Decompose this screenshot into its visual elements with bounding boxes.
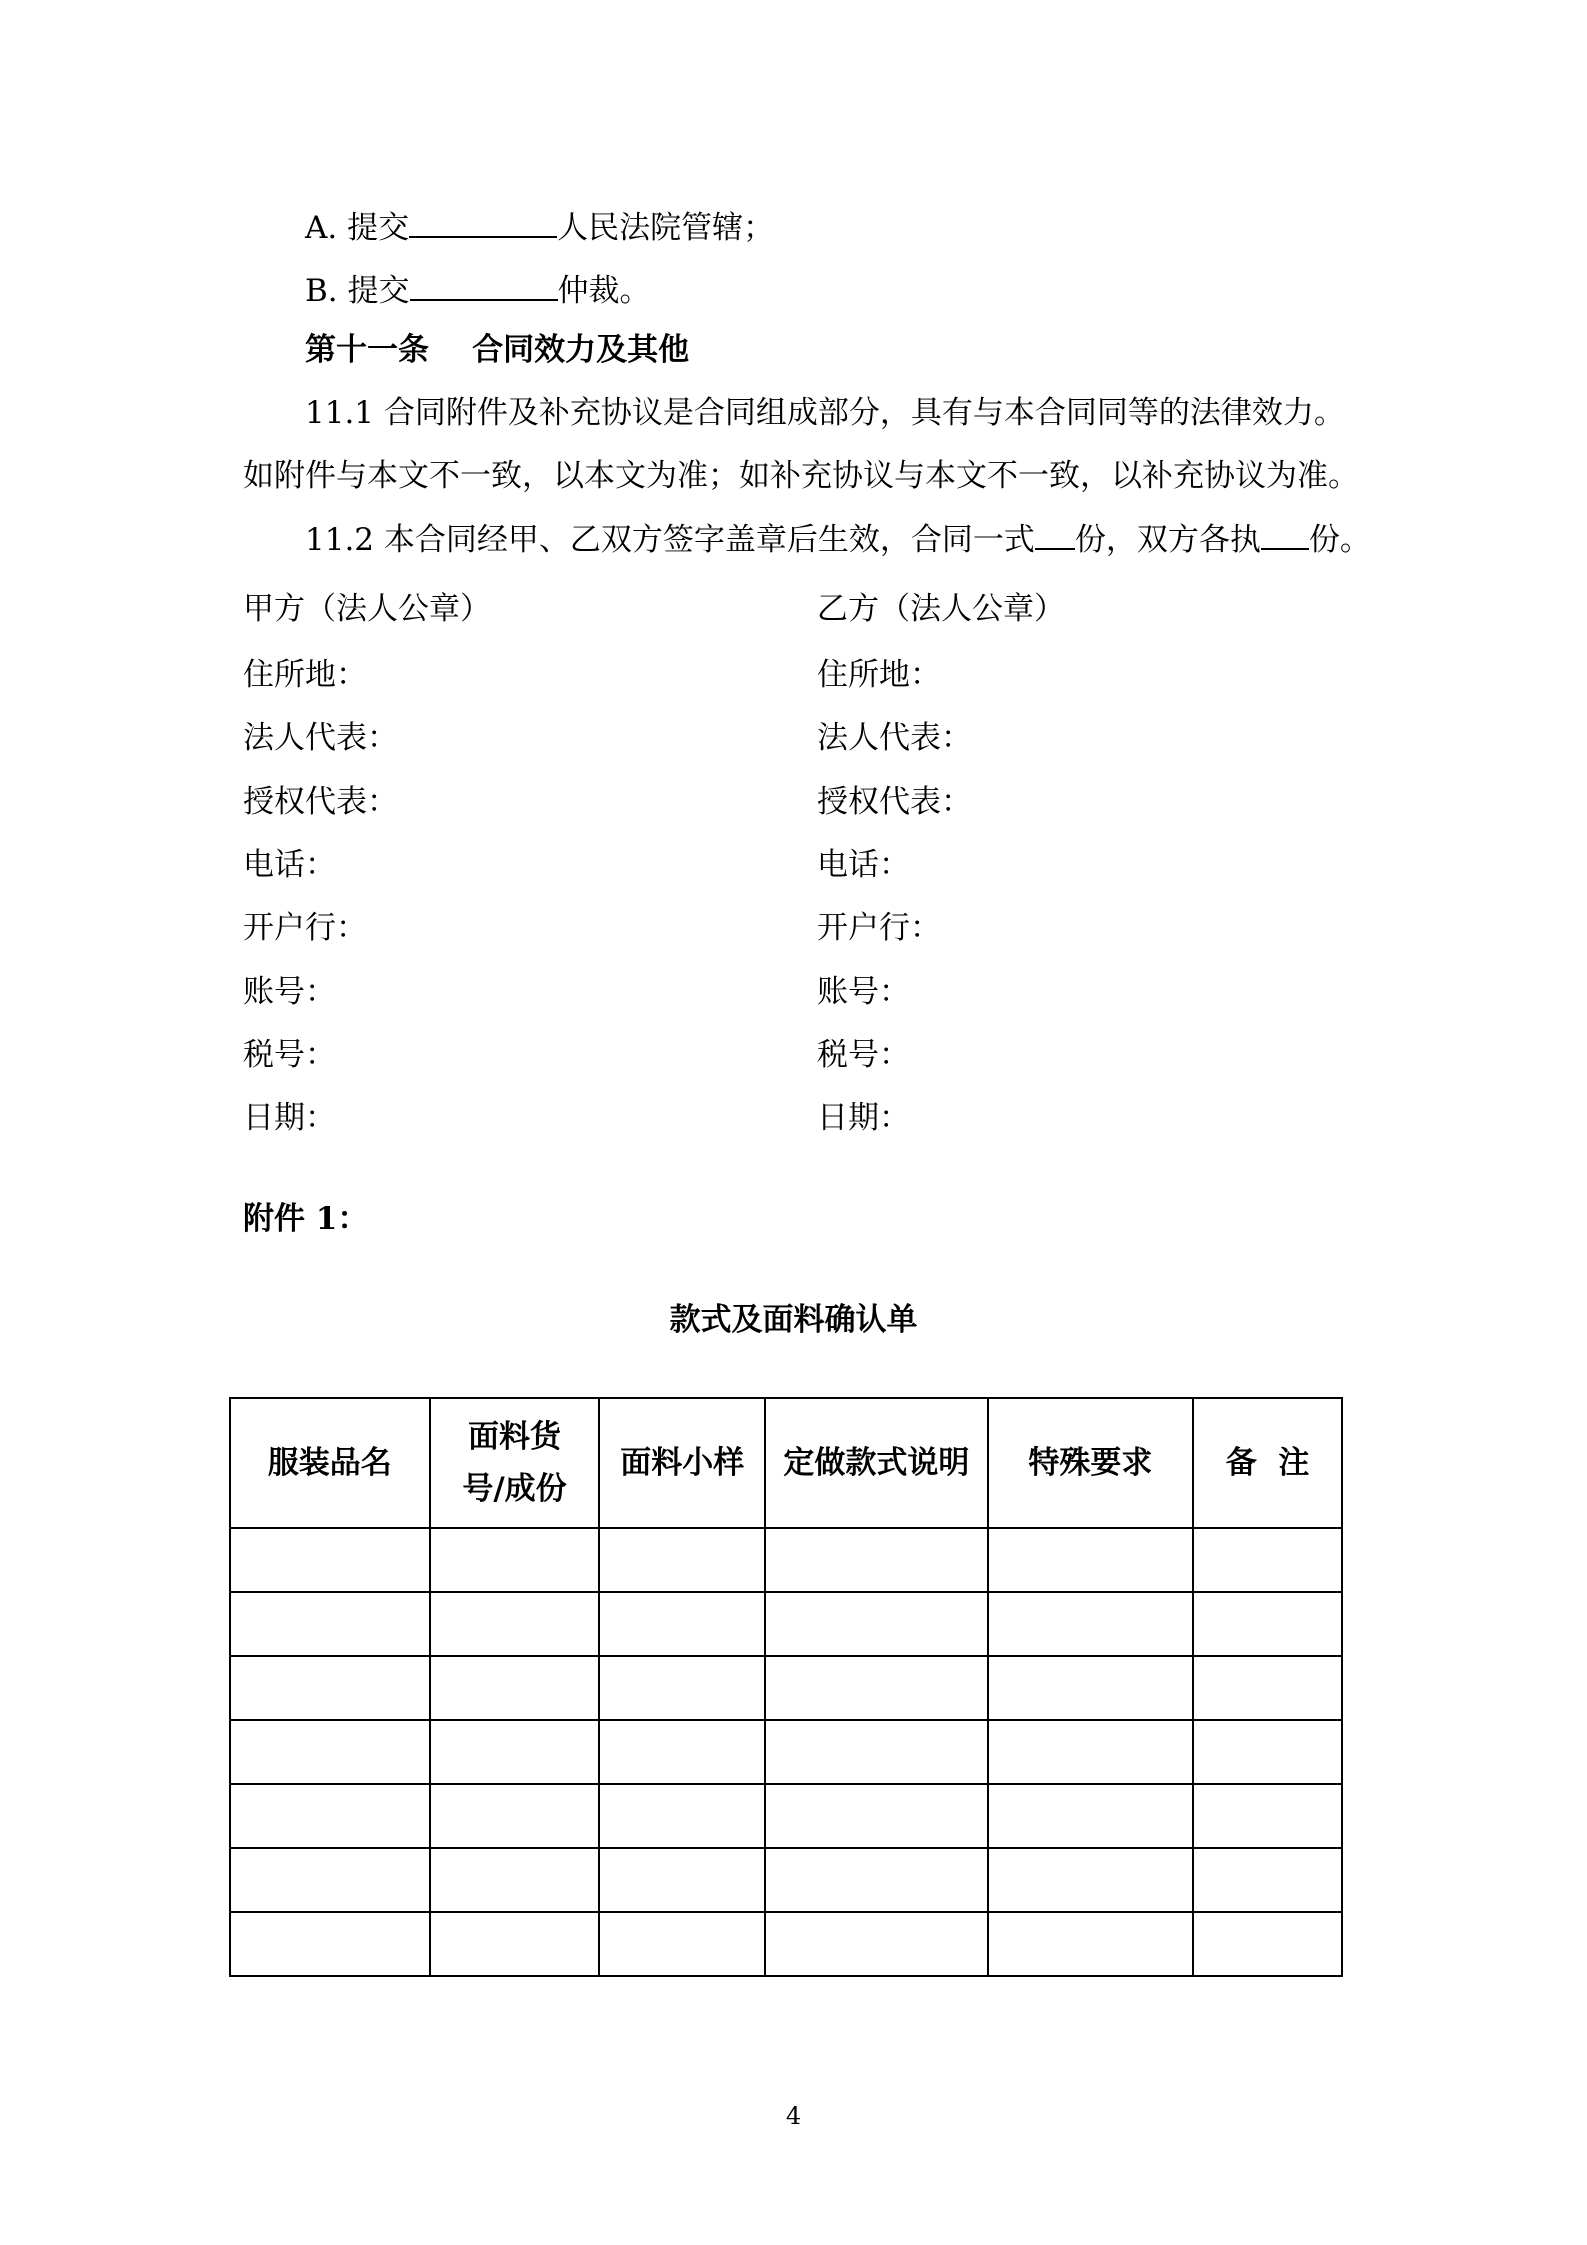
table-cell[interactable] bbox=[230, 1784, 430, 1848]
table-row bbox=[230, 1848, 1342, 1912]
party-a-title: 甲方（法人公章） bbox=[243, 591, 491, 627]
table-cell[interactable] bbox=[230, 1848, 430, 1912]
table-cell[interactable] bbox=[988, 1848, 1194, 1912]
table-cell[interactable] bbox=[765, 1848, 988, 1912]
table-cell[interactable] bbox=[430, 1784, 600, 1848]
clause-a-prefix: A. 提交 bbox=[305, 210, 410, 246]
paragraph-11-2-part2: 份，双方各执 bbox=[1074, 522, 1261, 558]
article-title: 第十一条 合同效力及其他 bbox=[305, 332, 690, 368]
blank-court bbox=[409, 206, 557, 238]
table-cell[interactable] bbox=[430, 1592, 600, 1656]
table-row bbox=[230, 1912, 1342, 1976]
header-garment-name: 服装品名 bbox=[230, 1398, 430, 1528]
table-title: 款式及面料确认单 bbox=[669, 1302, 918, 1338]
table-cell[interactable] bbox=[765, 1656, 988, 1720]
table-cell[interactable] bbox=[765, 1784, 988, 1848]
party-b-tax-id: 税号： bbox=[817, 1037, 910, 1073]
table-cell[interactable] bbox=[988, 1656, 1194, 1720]
table-cell[interactable] bbox=[599, 1528, 765, 1592]
table-cell[interactable] bbox=[988, 1592, 1194, 1656]
table-cell[interactable] bbox=[430, 1528, 600, 1592]
table-cell[interactable] bbox=[230, 1720, 430, 1784]
table-cell[interactable] bbox=[230, 1592, 430, 1656]
party-b-address: 住所地： bbox=[817, 657, 941, 693]
blank-copies-each bbox=[1261, 518, 1309, 550]
party-b-legal-rep: 法人代表： bbox=[817, 720, 972, 756]
party-b-account: 账号： bbox=[817, 974, 910, 1010]
table-cell[interactable] bbox=[230, 1912, 430, 1976]
header-fabric-sample: 面料小样 bbox=[599, 1398, 765, 1528]
table-cell[interactable] bbox=[1193, 1848, 1342, 1912]
table-cell[interactable] bbox=[599, 1848, 765, 1912]
table-cell[interactable] bbox=[599, 1912, 765, 1976]
table-row bbox=[230, 1528, 1342, 1592]
table-cell[interactable] bbox=[765, 1528, 988, 1592]
paragraph-11-2-part3: 份。 bbox=[1308, 522, 1371, 558]
table-cell[interactable] bbox=[430, 1720, 600, 1784]
table-header-row bbox=[230, 1398, 1342, 1528]
table-body bbox=[230, 1528, 1342, 1976]
party-a-date: 日期： bbox=[243, 1100, 336, 1136]
paragraph-11-2-part1: 11.2 本合同经甲、乙双方签字盖章后生效，合同一式 bbox=[305, 522, 1035, 558]
table-cell[interactable] bbox=[765, 1912, 988, 1976]
party-b-title: 乙方（法人公章） bbox=[817, 591, 1065, 627]
table-cell[interactable] bbox=[1193, 1528, 1342, 1592]
blank-arbitration bbox=[410, 269, 558, 301]
party-b-bank: 开户行： bbox=[817, 910, 941, 946]
table-cell[interactable] bbox=[230, 1656, 430, 1720]
party-a-tax-id: 税号： bbox=[243, 1037, 336, 1073]
table-cell[interactable] bbox=[988, 1528, 1194, 1592]
clause-a-suffix: 人民法院管辖； bbox=[557, 210, 775, 246]
table-cell[interactable] bbox=[988, 1720, 1194, 1784]
table-row bbox=[230, 1784, 1342, 1848]
table-cell[interactable] bbox=[1193, 1720, 1342, 1784]
header-fabric-code-label: 面料货号/成份 bbox=[462, 1419, 567, 1507]
table-cell[interactable] bbox=[599, 1720, 765, 1784]
confirmation-table bbox=[229, 1397, 1343, 1977]
party-a-bank: 开户行： bbox=[243, 910, 367, 946]
table-cell[interactable] bbox=[1193, 1784, 1342, 1848]
clause-a bbox=[305, 206, 774, 248]
table-row bbox=[230, 1656, 1342, 1720]
table-cell[interactable] bbox=[1193, 1592, 1342, 1656]
party-a-phone: 电话： bbox=[243, 847, 336, 883]
header-fabric-code bbox=[430, 1398, 600, 1528]
party-b-phone: 电话： bbox=[817, 847, 910, 883]
clause-b-suffix: 仲裁。 bbox=[557, 273, 651, 309]
paragraph-11-1-line2: 如附件与本文不一致，以本文为准；如补充协议与本文不一致，以补充协议为准。 bbox=[243, 458, 1359, 494]
table-cell[interactable] bbox=[765, 1720, 988, 1784]
table-cell[interactable] bbox=[599, 1592, 765, 1656]
party-a-authorized-rep: 授权代表： bbox=[243, 784, 398, 820]
party-b-date: 日期： bbox=[817, 1100, 910, 1136]
table-cell[interactable] bbox=[988, 1784, 1194, 1848]
paragraph-11-1-line1: 11.1 合同附件及补充协议是合同组成部分，具有与本合同同等的法律效力。 bbox=[305, 395, 1345, 431]
table-cell[interactable] bbox=[430, 1656, 600, 1720]
party-a-legal-rep: 法人代表： bbox=[243, 720, 398, 756]
clause-b-prefix: B. 提交 bbox=[305, 273, 410, 309]
party-a-address: 住所地： bbox=[243, 657, 367, 693]
table-row bbox=[230, 1592, 1342, 1656]
table-cell[interactable] bbox=[988, 1912, 1194, 1976]
party-b-authorized-rep: 授权代表： bbox=[817, 784, 972, 820]
table-cell[interactable] bbox=[430, 1912, 600, 1976]
table-cell[interactable] bbox=[1193, 1656, 1342, 1720]
blank-copies-total bbox=[1035, 518, 1075, 550]
table-cell[interactable] bbox=[230, 1528, 430, 1592]
table-row bbox=[230, 1720, 1342, 1784]
table-cell[interactable] bbox=[1193, 1912, 1342, 1976]
header-remarks: 备 注 bbox=[1193, 1398, 1342, 1528]
table-cell[interactable] bbox=[599, 1656, 765, 1720]
clause-b bbox=[305, 269, 651, 311]
attachment-label: 附件 1： bbox=[243, 1201, 369, 1237]
page-number: 4 bbox=[785, 2102, 802, 2130]
paragraph-11-2 bbox=[305, 518, 1371, 560]
header-style-description: 定做款式说明 bbox=[765, 1398, 988, 1528]
table-cell[interactable] bbox=[765, 1592, 988, 1656]
table-cell[interactable] bbox=[430, 1848, 600, 1912]
table-cell[interactable] bbox=[599, 1784, 765, 1848]
party-a-account: 账号： bbox=[243, 974, 336, 1010]
header-special-requirements: 特殊要求 bbox=[988, 1398, 1194, 1528]
